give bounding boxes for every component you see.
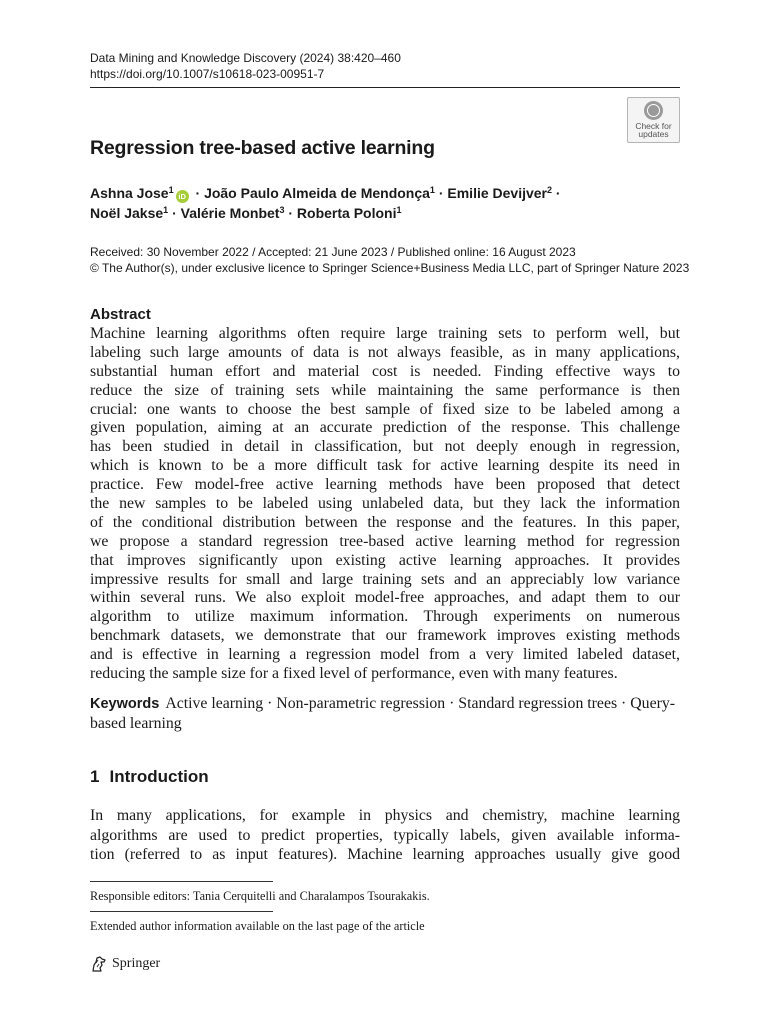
author-name: Valérie Monbet xyxy=(180,205,280,221)
keywords-list: Active learning · Non-parametric regression · Standard regression trees · Query-based learning xyxy=(90,695,676,732)
section-number: 1 xyxy=(90,767,100,786)
author-name: João Paulo Almeida de Mendonça xyxy=(204,185,430,201)
section-title: Introduction xyxy=(109,767,209,786)
author-list xyxy=(90,183,561,223)
abstract-line: labeling such large amounts of data is not always feasible, as in many applications, xyxy=(90,343,680,361)
author-separator: · xyxy=(168,205,181,221)
date-history: Received: 30 November 2022 / Accepted: 21 June 2023 / Published online: 16 August 2023 xyxy=(90,245,576,259)
abstract-line: that improves significantly upon existing active learning approaches. It provides xyxy=(90,551,680,569)
author-separator: · xyxy=(284,205,297,221)
check-for-updates-icon xyxy=(644,101,663,120)
intro-line: In many applications, for example in physics and chemistry, machine learning xyxy=(90,807,680,824)
abstract-line: reducing the sample size for a fixed level of performance, even with many features. xyxy=(90,665,618,683)
springer-horse-icon xyxy=(90,955,108,973)
author-name: Emilie Devijver xyxy=(447,185,548,201)
author-separator: · xyxy=(552,185,561,201)
abstract-line: we propose a standard regression tree-based active learning method for regression xyxy=(90,532,680,550)
journal-header xyxy=(90,50,680,82)
abstract-line: of the conditional distribution between the response and the features. In this paper, xyxy=(90,513,680,531)
footnote-divider xyxy=(90,881,273,882)
abstract-line: which is known to be a more difficult task for active learning despite its need in xyxy=(90,457,680,475)
badge-line-1: Check for xyxy=(635,121,672,131)
abstract-line: the new samples to be labeled using unlabeled data, but they lack the information xyxy=(90,495,680,513)
abstract-line: algorithm to utilize maximum information. Through experiments on numerous xyxy=(90,608,680,626)
abstract-line: benchmark datasets, we demonstrate that our framework improves existing methods xyxy=(90,627,680,645)
doi-link[interactable]: https://doi.org/10.1007/s10618-023-00951-7 xyxy=(90,67,325,81)
footnote-extended-info: Extended author information available on the last page of the article xyxy=(90,919,425,933)
intro-line: algorithms are used to predict properties, typically labels, given available informa- xyxy=(90,826,680,844)
abstract-line: within several runs. We also exploit model-free approaches, and adapt them to our xyxy=(90,589,680,607)
badge-line-2: updates xyxy=(638,129,669,139)
abstract-line: Machine learning algorithms often require large training sets to perform well, but xyxy=(90,325,680,342)
copyright-notice: © The Author(s), under exclusive licence to Springer Science+Business Media LLC, part of Springer Nature 2023 xyxy=(90,261,690,275)
abstract-line: practice. Few model-free active learning methods have been proposed that detect xyxy=(90,476,680,494)
affiliation-marker: 3 xyxy=(279,205,285,215)
paper-title: Regression tree-based active learning xyxy=(90,137,435,159)
author-line-2 xyxy=(90,203,561,223)
author-separator: · xyxy=(434,185,448,201)
keywords-heading: Keywords xyxy=(90,696,160,712)
introduction-body xyxy=(90,806,680,865)
footnote-divider xyxy=(90,911,273,912)
footnote-editors: Responsible editors: Tania Cerquitelli and Charalampos Tsourakakis. xyxy=(90,889,430,903)
abstract-line: substantial human effort and material cost is needed. Finding effective ways to xyxy=(90,362,680,380)
abstract-heading: Abstract xyxy=(90,306,151,323)
abstract-line: crucial: one wants to choose the best sample of fixed size to be labeled among a xyxy=(90,400,680,418)
author-name: Roberta Poloni xyxy=(296,205,397,221)
author-name: Noël Jakse xyxy=(90,205,164,221)
abstract-line: given population, aiming at an accurate prediction of the response. This challenge xyxy=(90,419,680,437)
abstract-line: impressive results for small and large training sets and an appreciably low variance xyxy=(90,570,680,588)
author-name: Ashna Jose xyxy=(90,185,169,201)
affiliation-marker: 1 xyxy=(163,205,169,215)
journal-citation: Data Mining and Knowledge Discovery (2024) 38:420–460 xyxy=(90,51,401,65)
intro-line: tion (referred to as input features). Machine learning approaches usually give good xyxy=(90,846,680,863)
abstract-line: and is effective in learning a regression model from a very limited labeled dataset, xyxy=(90,646,680,664)
affiliation-marker: 1 xyxy=(396,205,402,215)
publisher-name: Springer xyxy=(112,956,161,971)
publication-history xyxy=(90,244,689,276)
abstract-line: has been studied in detail in classification, but not deeply enough in regression, xyxy=(90,438,680,456)
keywords xyxy=(90,694,680,733)
author-line-1 xyxy=(90,183,561,203)
abstract-body xyxy=(90,325,680,684)
section-heading xyxy=(90,767,209,787)
affiliation-marker: 1 xyxy=(168,185,174,195)
affiliation-marker: 2 xyxy=(547,185,553,195)
abstract-line: reduce the size of training sets while maintaining the same performance is then xyxy=(90,381,680,399)
header-divider xyxy=(90,87,680,88)
check-for-updates-badge[interactable] xyxy=(627,97,680,143)
author-separator: · xyxy=(191,185,205,201)
affiliation-marker: 1 xyxy=(429,185,435,195)
orcid-icon[interactable]: iD xyxy=(176,190,189,203)
